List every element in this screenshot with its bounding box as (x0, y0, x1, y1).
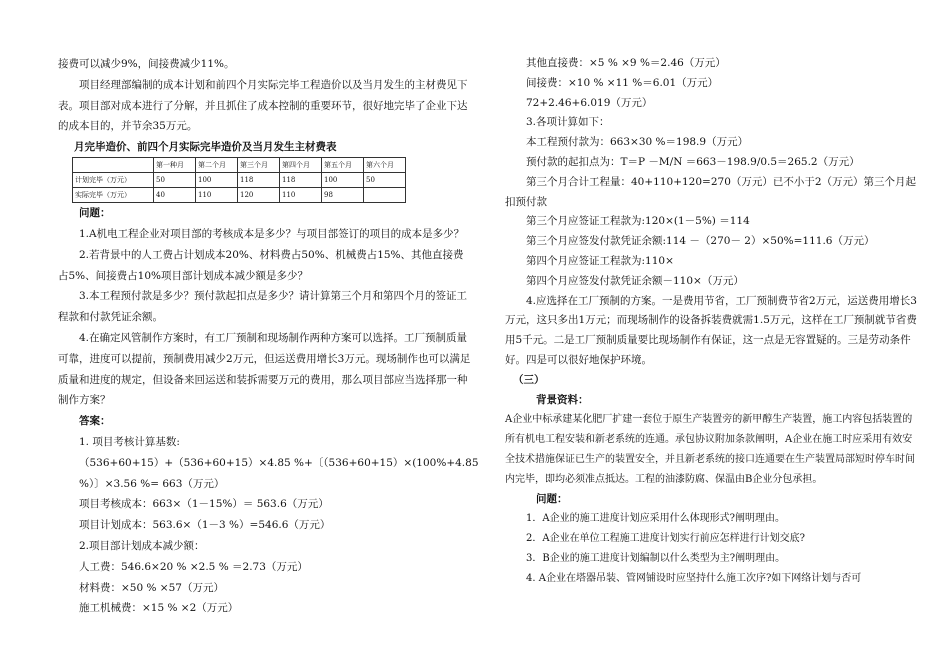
answer-4-paragraph: 4.应选择在工厂预制的方案。一是费用节省，工厂预制费节省2万元，运送费用增长3万元，这只多出1万元；而现场制作的设备拆装费就需1.5万元，这样在工厂预制就节省费用5千元。二是工厂预制质量要比现场制作有保证，这一点是无容置疑的。三是劳动条件好。四是可以很好地保护环境。 (505, 294, 917, 366)
table-cell: 118 (280, 173, 322, 188)
answer-line: 人工费：546.6×20 % ×2.5 % ＝2.73（万元） (79, 560, 308, 573)
calc-line: 第四个月应签发付款凭证余额－110×（万元） (526, 274, 744, 287)
answer-line: 项目计划成本：563.6×（1－3 %）=546.6（万元） (79, 519, 331, 532)
table-cell: 110 (196, 188, 238, 203)
question-line: 1．A企业的施工进度计划应采用什么体现形式?阐明理由。 (526, 513, 785, 525)
table-row (73, 188, 406, 203)
table-cell: 50 (154, 173, 196, 188)
questions-heading: 问题： (536, 492, 568, 505)
table-cell: 100 (196, 173, 238, 188)
question-line: 3．B企业的施工进度计划编制以什么类型为主?阐明理由。 (526, 552, 786, 564)
background-heading: 背景资料： (536, 393, 589, 406)
table-cell: 计划完毕（万元） (73, 173, 154, 188)
table-header-cell: 第四个月 (280, 158, 322, 173)
table-row (73, 173, 406, 188)
answer-line: 1. 项目考核计算基数: (79, 435, 180, 448)
table-cell: 98 (322, 188, 364, 203)
question-4: 4.在确定风管制作方案时，有工厂预制和现场制作两种方案可以选择。工厂预制质量可靠，进度可以提前，预制费用减少2万元，但运送费用增长3万元。现场制作也可以满足质量和进度的规定，但设备来回运送和装拆需要万元的费用，那么项目部应当选择那一种制作方案？ (58, 331, 471, 407)
calc-line: 第四个月应签证工程款为:110× (526, 254, 674, 267)
calc-line: 第三个月应签发付款凭证余额:114 －（270－ 2）×50%=111.6（万元） (526, 235, 875, 248)
calc-line: 第三个月合计工程量：40+110+120=270（万元）已不小于2（万元）第三个月起扣预付款 (505, 175, 917, 208)
table-header-cell: 第三个月 (238, 158, 280, 173)
section-3-heading: （三） (513, 373, 545, 386)
table-header-cell: 第五个月 (322, 158, 364, 173)
table-header-cell: 第二个月 (196, 158, 238, 173)
question-3: 3.本工程预付款是多少？预付款起扣点是多少？请计算第三个月和第四个月的签证工程款和付款凭证余额。 (58, 290, 468, 324)
table-header-cell: 第六个月 (364, 158, 406, 173)
right-column (505, 54, 917, 589)
table-header-cell (73, 158, 154, 173)
intro-line: 接费可以减少9%，间接费减少11%。 (58, 58, 235, 70)
table-cell: 100 (322, 173, 364, 188)
table-cell: 40 (154, 188, 196, 203)
cost-table (72, 157, 406, 203)
calc-line: 间接费：×10 % ×11 %＝6.01（万元） (526, 76, 719, 89)
answer-line: 项目考核成本：663×（1－15%）＝ 563.6（万元） (79, 498, 329, 511)
table-cell (364, 188, 406, 203)
table-cell: 实际完毕（万元） (73, 188, 154, 203)
calc-line: 预付款的起扣点为：T＝P －M/N ＝663－198.9/0.5＝265.2（万元） (526, 155, 860, 168)
answer-line: 施工机械费：×15 % ×2（万元） (79, 602, 239, 615)
background-paragraph: A企业中标承建某化肥厂扩建一套位于原生产装置旁的新甲醇生产装置，施工内容包括装置的所有机电工程安装和新老系统的连通。承包协议附加条款阐明，A企业在施工时应采用有效安全技术措施保证已生产的装置安全，并且新老系统的接口连通要在生产装置局部短时停车时间内完毕，即均必须准点抵达。工程的油漆防腐、保温由B企业分包承担。 (505, 414, 915, 485)
table-cell: 110 (280, 188, 322, 203)
table-header-cell: 第一种月 (154, 158, 196, 173)
question-1: 1.A机电工程企业对项目部的考核成本是多少？与项目部签订的项目的成本是多少？ (79, 227, 465, 240)
answer-line: 材料费：×50 % ×57（万元） (79, 581, 224, 594)
answer-line: （536+60+15）+（536+60+15）×4.85 %+〔（536+60+15）×(100%+4.85 (79, 456, 479, 469)
questions-heading: 问题： (79, 207, 111, 220)
left-column (58, 54, 479, 619)
table-cell: 50 (364, 173, 406, 188)
calc-line: 3.各项计算如下： (526, 116, 610, 129)
calc-line: 本工程预付款为：663×30 %＝198.9（万元） (526, 136, 749, 149)
calc-line: 其他直接费：×5 % ×9 %＝2.46（万元） (526, 57, 726, 69)
answer-line: %）〕×3.56 %= 663（万元） (79, 477, 225, 490)
question-line: 2．A企业在单位工程施工进度计划实行前应怎样进行计划交底? (526, 533, 805, 545)
question-line: 4. A企业在塔器吊装、管网铺设时应坚持什么施工次序?如下网络计划与否可 (526, 572, 862, 584)
answer-line: 2.项目部计划成本减少额： (79, 539, 205, 552)
table-header-row (73, 158, 406, 173)
question-2: 2.若背景中的人工费占计划成本20%、材料费占50%、机械费占15%、其他直接费占5%、间接费占10%项目部计划成本减少额是多少？ (58, 248, 464, 282)
table-title: 月完毕造价、前四个月实际完毕造价及当月发生主材费表 (74, 141, 337, 154)
table-cell: 118 (238, 173, 280, 188)
answer-heading: 答案： (79, 415, 111, 428)
intro-paragraph: 项目经理部编制的成本计划和前四个月实际完毕工程造价以及当月发生的主材费见下表。项目部对成本进行了分解，并且抓住了成本控制的重要环节，很好地完毕了企业下达的成本目的，并节余35万元。 (58, 78, 468, 133)
calc-line: 第三个月应签证工程款为:120×(1－5%) ＝114 (526, 215, 750, 228)
table-cell: 120 (238, 188, 280, 203)
calc-line: 72+2.46+6.019（万元） (526, 96, 653, 109)
